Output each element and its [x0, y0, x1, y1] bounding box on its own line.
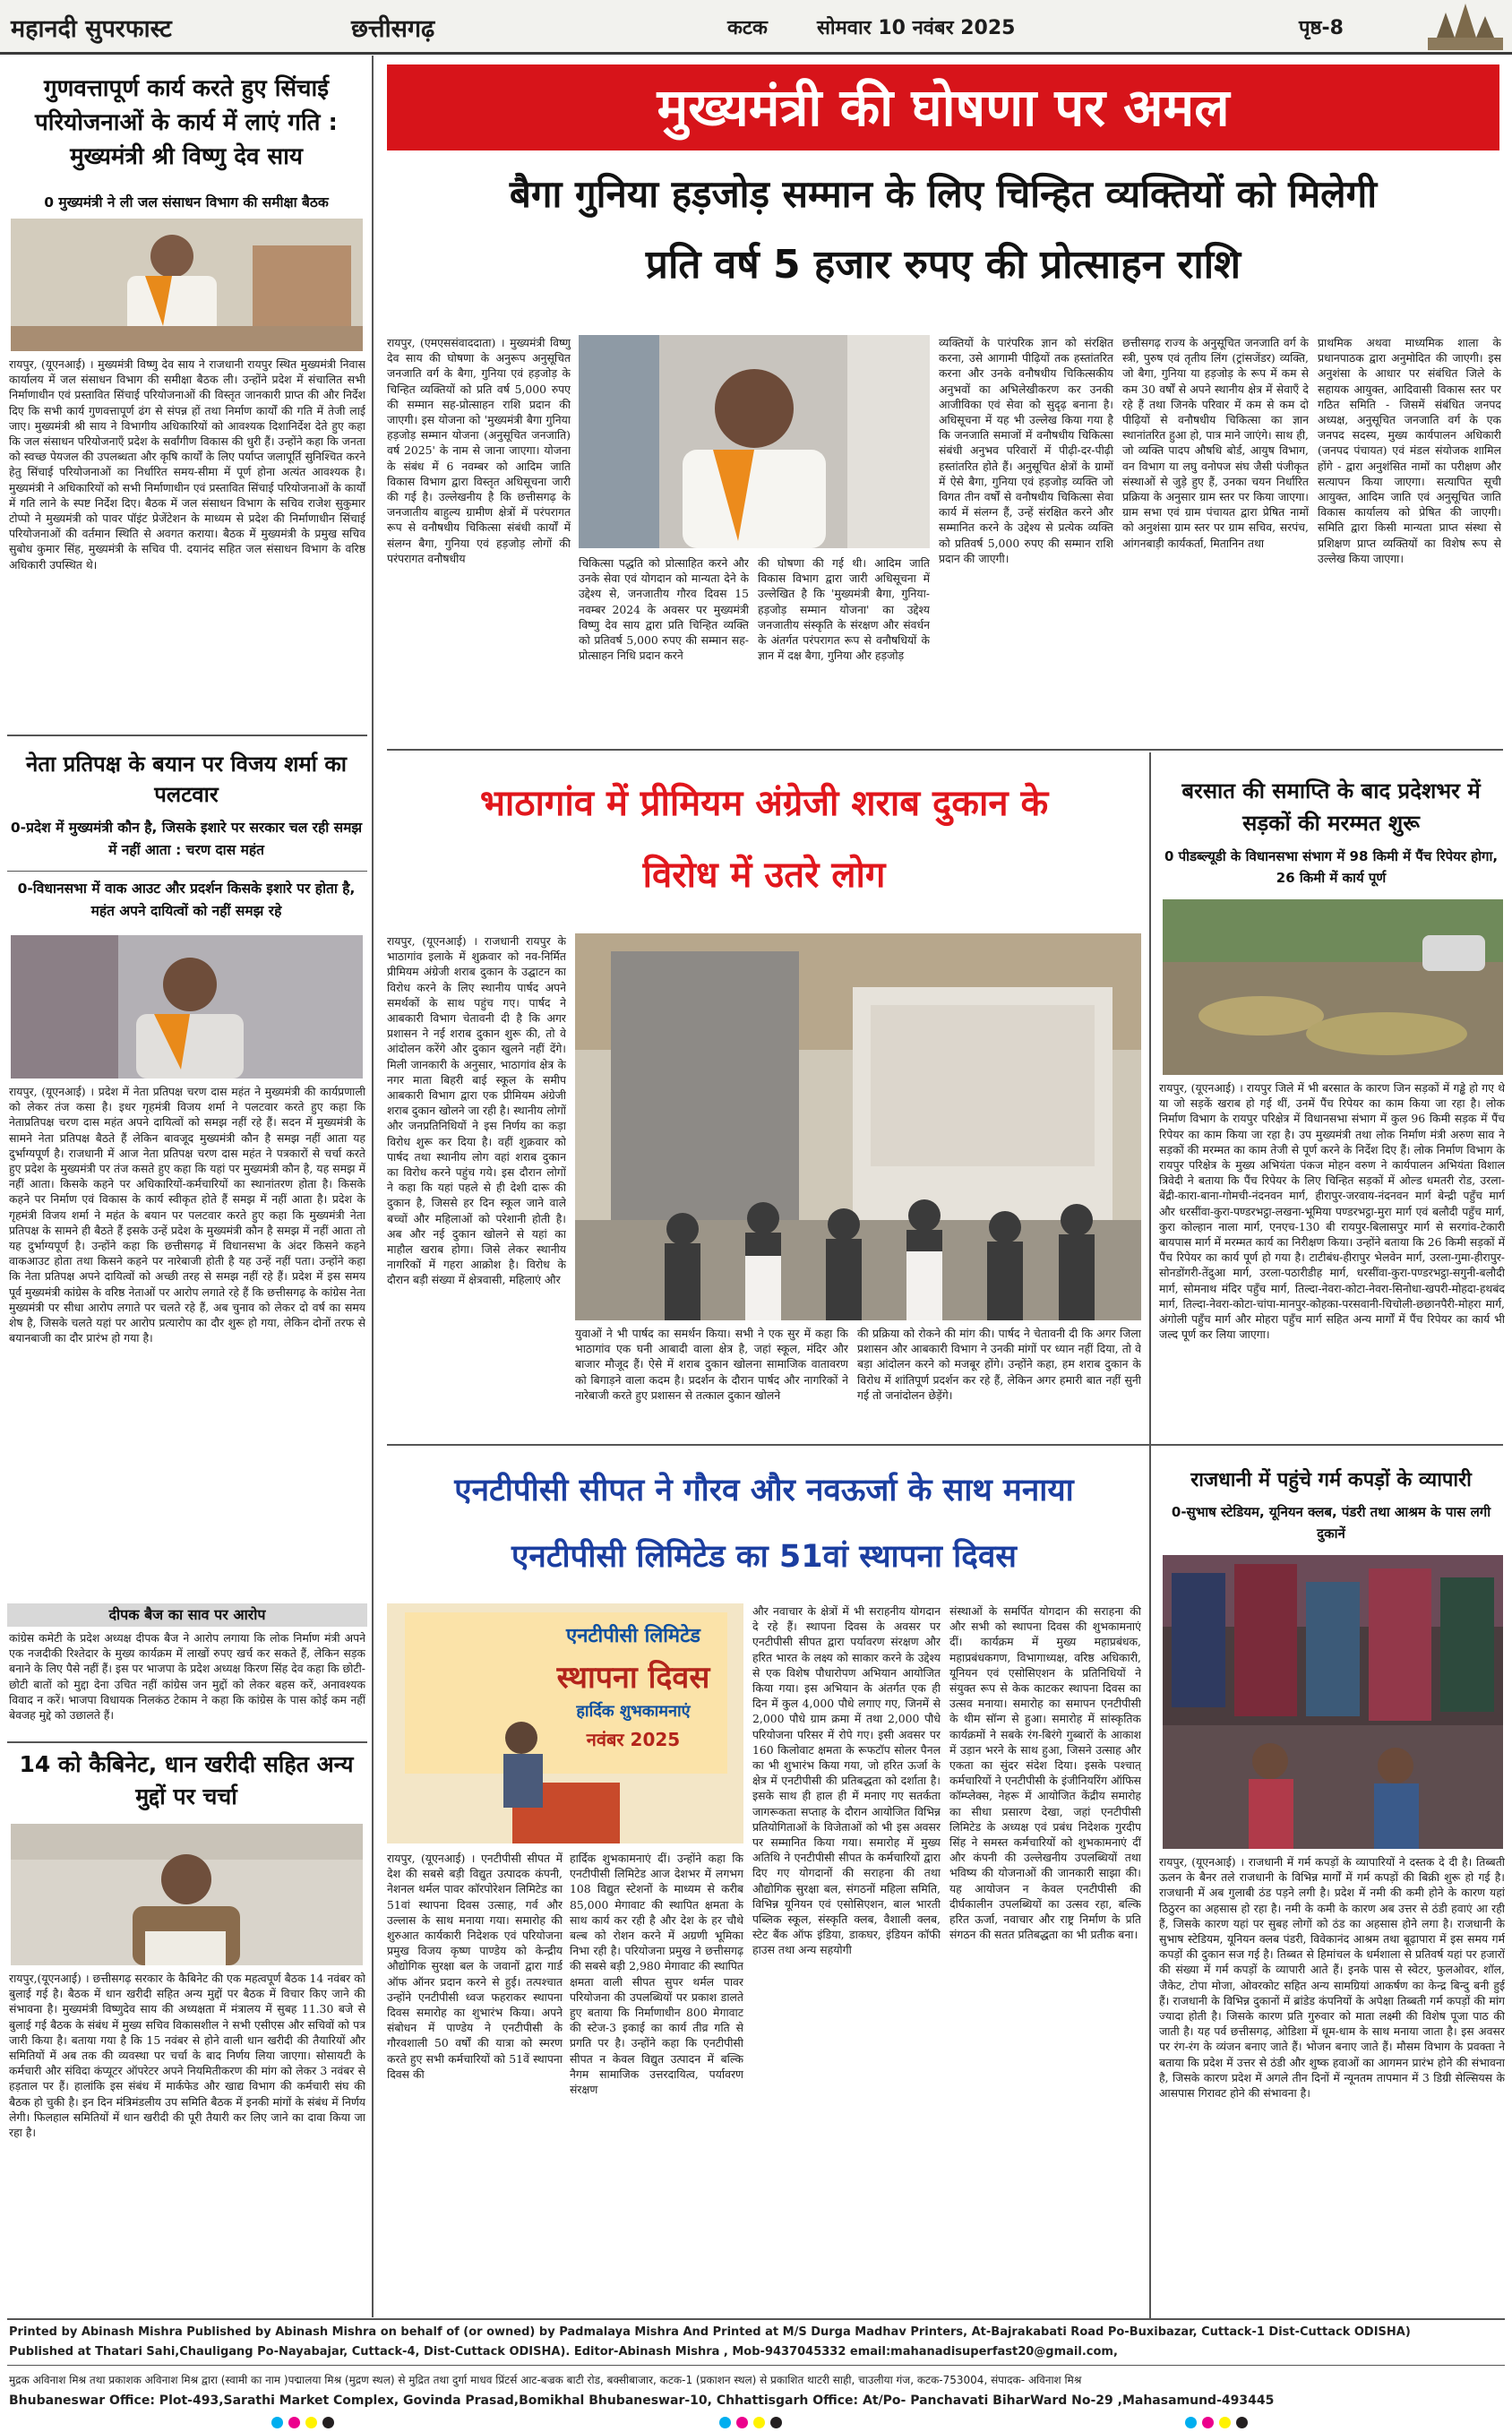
ntpc-col1: और नवाचार के क्षेत्रों में भी सराहनीय योगदान दे रहे हैं। स्थापना दिवस के अवसर पर एनटीपीसी सीपत द्वारा पर्यावरण संरक्षण और हरित भारत के लक्ष्य को साकार करने के उद्देश्य से एक विशेष पौधारोपण अभियान आयोजित किया गया। इस अभियान के अंतर्गत एक ही दिन में कुल 4,000 पौधे लगाए गए, जिनमें से 2,000 पौधे ग्राम क्रमा में तथा 2,000 पौधे परियोजना परिसर में रोपे गए। इसी अवसर पर 160 किलोवाट क्षमता के रूफटॉप सोलर पैनल का भी शुभारंभ किया गया, जो हरित ऊर्जा के क्षेत्र में एनटीपीसी की प्रतिबद्धता को दर्शाता है। इसके साथ ही हाल ही में मनाए गए सतर्कता जागरूकता सप्ताह के दौरान आयोजित विभिन्न प्रतियोगिताओं के विजेताओं को भी इस अवसर पर सम्मानित किया गया। समारोह में मुख्य अतिथि ने एनटीपीसी सीपत के कर्मचारियों द्वारा दिए गए योगदानों की सराहना की तथा औद्योगिक सुरक्षा बल, संगठनों महिला समिति, विभिन्न यूनियन एवं एसोसिएशन, बाल भारती पब्लिक स्कूल, संस्कृति क्लब, वैशाली क्लब, स्टेट बैंक ऑफ इंडिया, डाकघर, इंडियन कॉफी हाउस तथा अन्य सहयोगी [752, 1604, 941, 1957]
ntpc-headline-line2: एनटीपीसी लिमिटेड का 51वां स्थापना दिवस [511, 1539, 1017, 1575]
story2-headline: नेता प्रतिपक्ष के बयान पर विजय शर्मा का पलटवार [26, 752, 347, 807]
story3-body: रायपुर,(यूएनआई) । छत्तीसगढ़ सरकार के कैबिनेट की एक महत्वपूर्ण बैठक 14 नवंबर को बुलाई गई है। बैठक में धान खरीदी सहित अन्य मुद्दों पर बैठक में विचार किए जाने की संभावना है। मुख्यमंत्री विष्णुदेव साय की अध्यक्षता में मंत्रालय में सुबह 11.30 बजे से बुलाई गई बैठक के संबंध में मुख्य सचिव विकासशील ने सभी एसीएस और सचिवों को पत्र जारी किया है। बताया गया है कि 15 नवंबर से होने वाली धान खरीदी की तैयारियों और समितियों में अब तक की व्यवस्था पर चर्चा के बाद निर्णय लिया जाएगा। सोसायटी के कर्मचारी और संविदा कंप्यूटर ऑपरेटर अपने नियमितीकरण की मांग को लेकर 3 नवंबर से हड़ताल पर हैं। हालांकि इस संबंध में मार्कफेड और खाद्य विभाग की कर्मचारी संघ की बैठक हो चुकी है। इन दिन मंत्रिमंडलीय उप समिति बैठक में इनकी मांगों के संबंध में निर्णय लेगी। फिलहाल समितियों में धान खरीदी की पूरी तैयारी कर लिए जाने का दावा किया जा रहा है। [9, 1972, 365, 2140]
story1-body: रायपुर, (यूएनआई) । मुख्यमंत्री विष्णु देव साय ने राजधानी रायपुर स्थित मुख्यमंत्री निवास कार्यालय में जल संसाधन विभाग की समीक्षा बैठक ली। उन्होंने प्रदेश में संचालित सभी निर्माणाधीन एवं प्रस्तावित सिंचाई परियोजनाओं की विस्तृत जानकारी प्राप्त की और निर्देश दिए कि सभी कार्य गुणवत्तापूर्ण ढंग से संपन्न हों तथा निर्माण कार्यों की गति में तेजी लाई जाए। मुख्यमंत्री श्री साय ने विभागीय अधिकारियों को आवश्यक दिशानिर्देश देते हुए कहा कि जल संसाधन परियोजनाएँ प्रदेश के सर्वांगीण विकास की धुरी हैं। उन्होंने कहा कि जनता को स्वच्छ पेयजल की उपलब्धता और कृषि कार्यों के लिए पर्याप्त जलापूर्ति सुनिश्चित करने हेतु सिंचाई परियोजनाओं का निर्धारित समय-सीमा में पूर्ण होना अत्यंत आवश्यक है। मुख्यमंत्री ने अधिकारियों को सभी निर्माणाधीन एवं प्रस्तावित सिंचाई परियोजनाओं के कार्यों में गति लाने के स्पष्ट निर्देश दिए। बैठक में जल संसाधन विभाग के सचिव राजेश सुकुमार टोप्पो ने मुख्यमंत्री को पावर पॉइंट प्रेजेंटेशन के माध्यम से प्रदेश की निर्माणाधीन सिंचाई परियोजनाओं की वर्तमान स्थिति से अवगत कराया। बैठक में मुख्यमंत्री के प्रमुख सचिव सुबोध कुमार सिंह, मुख्यमंत्री के सचिव पी. दयानंद सहित जल संसाधन विभाग के वरिष्ठ अधिकारी उपस्थित थे। [9, 357, 365, 571]
registration-dots-right [1182, 2415, 1250, 2432]
pothole-road-photo [1163, 899, 1503, 1075]
story2-body: रायपुर, (यूएनआई) । प्रदेश में नेता प्रतिपक्ष चरण दास महंत ने मुख्यमंत्री की कार्यप्रणाली को लेकर तंज कसा है। इधर गृहमंत्री विजय शर्मा ने पलटवार करते हुए कहा कि नेताप्रतिपक्ष चरण दास महंत अपने दायित्वों को समझ नहीं रहे हैं। सदन में मुख्यमंत्री के सामने नेता प्रतिपक्ष बैठते हैं लेकिन बावजूद मुख्यमंत्री कौन है समझ नहीं आता यह दुर्भाग्यपूर्ण है। राजधानी में आज नेता प्रतिपक्ष चरण दास महंत ने पत्रकारों से चर्चा करते हुए प्रदेश के मुख्यमंत्री पर तंज कसते हुए कहा कि यहां पर मुख्यमंत्री कौन है, यह समझ में नहीं आता। किसके कहने पर अधिकारियों-कर्मचारियों का स्थानांतरण होता है। किसके कहने पर निर्माण एवं विकास के कार्य स्वीकृत होते हैं समझ में नहीं आता है। प्रदेश के गृहमंत्री विजय शर्मा ने महंत के बयान पर पलटवार करते हुए कहा कि मुख्यमंत्री नेता प्रतिपक्ष के सामने ही बैठते हैं इसके उन्हें प्रदेश के मुख्यमंत्री कौन है समझ में नहीं आता तो यह दुर्भाग्यपूर्ण है। उन्होंने कहा कि छत्तीसगढ़ में विधानसभा के अंदर किसने कहने वाकआउट होता तथा किसने कहने पर नारेबाजी होती है यह उन्हें नहीं पता। उन्होंने कहा कि नेता प्रतिपक्ष अपने दायित्वों को अच्छी तरह से समझ नहीं रहे हैं। प्रदेश में इस समय पूर्व मुख्यमंत्री कांग्रेस के वरिष्ठ नेताओं पर आरोप लगाते रहे हैं कि छत्तीसगढ़ के कांग्रेस नेता मुख्यमंत्री पर सीधा आरोप लगाते पर चलते रहे हैं, अब चुनाव को लेकर दो वर्ष का समय शेष है, जिसके चलते यहां पर आरोप प्रत्यारोप का दौर शुरू हो गया, लेकिन दोनों तरफ से बयानबाजी का दौर प्रारंभ हो गया है। [9, 1085, 365, 1345]
lead-col6: प्राथमिक अथवा माध्यमिक शाला के प्रधानपाठक द्वारा अनुमोदित की जाएगी। इस अनुशंसा के आधार पर संबंधित जिले के सहायक आयुक्त, आदिवासी विकास स्तर पर गठित समिति - जिसमें संबंधित जनपद अध्यक्ष, अनुसूचित जनजाति वर्ग के एक जनपद सदस्य, मुख्य कार्यपालन अधिकारी (जनपद पंचायत) एवं मंडल संयोजक शामिल होंगे - द्वारा अनुशंसित नामों का परीक्षण और सत्यापन किया जाएगा। सत्यापित सूची आयुक्त, आदिम जाति एवं अनुसूचित जाति विकास कार्यालय को प्रेषित की जाएगी। समिति द्वारा किसी मान्यता प्राप्त संस्था से प्रशिक्षण प्राप्त व्यक्तियों का विशेष रूप से उल्लेख किया जाएगा। [1318, 336, 1501, 565]
registration-dots-center [717, 2415, 785, 2432]
city-name: कटक [727, 17, 768, 39]
roads-body: रायपुर, (यूएनआई) । रायपुर जिले में भी बरसात के कारण जिन सड़कों में गड्ढे हो गए थे या जो सड़कें खराब हो गई थीं, उनमें पैंच रिपेयर का काम किया जा रहा है। लोक निर्माण विभाग के रायपुर परिक्षेत्र में विधानसभा संभाग में कुल 96 किमी सड़क में पैंच रिपेयर का काम किया जा रहा है। उप मुख्यमंत्री तथा लोक निर्माण मंत्री अरुण साव ने सड़कों की मरम्मत का काम तेजी से पूर्ण करने के निर्देश दिए हैं। लोक निर्माण विभाग के रायपुर परिक्षेत्र के मुख्य अभियंता पंकज मोहन वरुण ने कार्यपालन अभियंता विशाल त्रिवेदी ने बताया कि पैंच रिपेयर के लिए चिन्हित सड़कों में ओल्ड धमतरी रोड, उरला-बेंद्री-कारा-बाना-गोमची-नंदनवन मार्ग, हीरापुर-जरवाय-नंदनवन मार्ग बेन्द्री पहुँच मार्ग और धरसींवा-कुरा-पण्डरभट्ठा-लखना-भूमिया पण्डरभट्ठा-मुरा मार्ग एवं बलौदी पहुँच मार्ग, कुरा कोल्हान नाला मार्ग, एनएच-130 बी रायपुर-बिलासपुर मार्ग से सरगांव-टेकारी बायपास मार्ग में मरम्मत कार्य का निरीक्षण किया। उन्होंने बताया कि 26 किमी सड़कों में पैंच रिपेयर का कार्य पूर्ण हो गया है। टाटीबंध-हीरापुर भेलवेन मार्ग, उरला-गुमा-हीरापुर-सोनडोंगरी-तेंदुआ मार्ग, उरला-पठारीडीह मार्ग, धरसींवा-कुरा-पण्डरभट्ठा-सगुनी-बलौदी मार्ग, सोमनाथ मंदिर पहुँच मार्ग, तिल्दा-नेवरा-कोटा-नेवरा-सिनोधा-खपरी-मोहदा-हथबंद मार्ग, तिल्दा-नेवरा-कोटा-चांपा-मानपुर-कोहका-परसवानी-चिचोली-छछानपैरी-मोहरा मार्ग, अंगोली पहुँच मार्ग और मोहरा पहुँच मार्ग सहित अन्य मार्गों में पैंच रिपेयर का कार्य भी जल्द पूर्ण कर लिया जाएगा। [1159, 1081, 1505, 1342]
column-divider-right [1149, 752, 1151, 1478]
lead-col3: की घोषणा की गई थी। आदिम जाति विकास विभाग द्वारा जारी अधिसूचना में उल्लेखित है कि 'मुख्यमंत्री बैगा, गुनिया-हड़जोड़ सम्मान योजना' का उद्देश्य जनजातीय संस्कृति के संरक्षण और संवर्धन के अंतर्गत परंपरागत रूप से वनौषधियों के ज्ञान में दक्ष बैगा, गुनिया और हड़जोड़ [758, 556, 930, 663]
lead-bottom-rule [387, 749, 1503, 751]
ntpc-col4: हार्दिक शुभकामनाएं दीं। उन्होंने कहा कि एनटीपीसी लिमिटेड आज देशभर में लगभग 108 विद्युत स्टेशनों के माध्यम से करीब 85,000 मेगावाट की स्थापित क्षमता के साथ कार्य कर रही है और देश के हर चौथे बल्ब को रोशन करने में अग्रणी भूमिका निभा रही है। परियोजना प्रमुख ने छत्तीसगढ़ की सबसे बड़ी 2,980 मेगावाट की स्थापित क्षमता वाली सीपत सुपर थर्मल पावर परियोजना की उपलब्धियों पर प्रकाश डालते हुए बताया कि निर्माणाधीन 800 मेगावाट की स्टेज-3 इकाई का कार्य तीव्र गति से प्रगति पर है। उन्होंने कहा कि एनटीपीसी सीपत न केवल विद्युत उत्पादन में बल्कि नैगम सामाजिक उत्तरदायित्व, पर्यावरण संरक्षण [570, 1852, 743, 2097]
ntpc-photo-caption-4: नवंबर 2025 [586, 1729, 681, 1750]
cm-meeting-photo [11, 219, 363, 351]
footer-rule-2 [7, 2365, 1505, 2366]
footer-publisher-line: Published at Thatari Sahi,Chauligang Po-Nayabajar, Cuttack-4, Dist-Cuttack ODISHA). Editor-Abinash Mishra , Mob-9437045332 email:mahanadisuperfast20@gmail.com, [9, 2345, 1118, 2359]
ntpc-photo-caption-1: एनटीपीसी लिमिटेड [566, 1625, 700, 1647]
ntpc-headline-line1: एनटीपीसी सीपत ने गौरव और नवऊर्जा के साथ मनाया [454, 1473, 1074, 1508]
liquor-protest-photo [575, 933, 1141, 1320]
column-divider-left [372, 56, 374, 2317]
ntpc-photo-caption-2: स्थापना दिवस [556, 1660, 710, 1696]
story1-headline: गुणवत्तापूर्ण कार्य करते हुए सिंचाई परियोजनाओं के कार्य में लाएं गति : मुख्यमंत्री श्री विष्णु देव साय [35, 75, 338, 170]
registration-dots-left [269, 2415, 337, 2432]
cm-cabinet-photo [11, 1824, 363, 1965]
story2-box-body: कांग्रेस कमेटी के प्रदेश अध्यक्ष दीपक बैज ने आरोप लगाया कि लोक निर्माण मंत्री अपने एक नजदीकी रिश्तेदार के मुख्य कार्यक्रम में लाखों रुपए खर्च कर सकते हैं, लेकिन सड़क बनाने के लिए पैसे नहीं हैं। इस पर भाजपा के प्रदेश अध्यक्ष किरण सिंह देव कहा कि छोटी-छोटी बातों को मुद्दा देना उचित नहीं कांग्रेस जन मुद्दों को लेकर बहस करें, अनावश्यक विवाद न करें। भाजपा विधायक निलकंठ टेकाम ने कहा कि कांग्रेस के पास कोई कम नहीं बेवजह मुद्दे को उछालते हैं। [9, 1631, 365, 1723]
footer-hindi-imprint: मुद्रक अविनाश मिश्र तथा प्रकाशक अविनाश मिश्र द्वारा (स्वामी का नाम )पद्मालया मिश्र (मुद्रण स्थल) से मुद्रित तथा दुर्गा माधव प्रिंटर्स आट-बज्रक बाटी रोड, बक्सीबाजार, कटक-1 (प्रकाशन स्थल) से प्रकाशित थाटरी साही, चाउलीया गंज, कटक-753004, संपादक- अविनाश मिश्र [9, 2374, 1082, 2386]
story1-subhead: 0 मुख्यमंत्री ने ली जल संसाधन विभाग की समीक्षा बैठक [44, 194, 329, 211]
state-name: छत्तीसगढ़ [351, 15, 435, 43]
roads-subhead: 0 पीडब्ल्यूडी के विधानसभा संभाग में 98 किमी में पैंच रिपेयर होगा, 26 किमी में कार्य पूर्ण [1164, 848, 1499, 886]
liquor-headline-line2: विरोध में उतरे लोग [642, 855, 886, 896]
garments-subhead: 0-सुभाष स्टेडियम, यूनियन क्लब, पंडरी तथा आश्रम के पास लगी दुकानें [1171, 1504, 1491, 1542]
roads-headline-line1: बरसात की समाप्ति के बाद प्रदेशभर में [1181, 778, 1481, 804]
ntpc-photo-caption-3: हार्दिक शुभकामनाएं [576, 1702, 691, 1721]
story2-subhead-1: 0-प्रदेश में मुख्यमंत्री कौन है, जिसके इशारे पर सरकार चल रही समझ में नहीं आता : चरण दास महंत [10, 820, 363, 858]
liquor-col2: युवाओं ने भी पार्षद का समर्थन किया। सभी ने एक सुर में कहा कि भाठागांव एक घनी आबादी वाला क्षेत्र है, जहां स्कूल, मंदिर और बाजार मौजूद हैं। ऐसे में शराब दुकान खोलना सामाजिक वातावरण को बिगाड़ने वाला कदम है। प्रदर्शन के दौरान पार्षद और नागरिकों ने नारेबाजी करते हुए प्रशासन से तत्काल दुकान खोलने [575, 1327, 848, 1402]
lead-col1: रायपुर, (एमएससंवाददाता) । मुख्यमंत्री विष्णु देव साय की घोषणा के अनुरूप अनुसूचित जनजाति वर्ग के बैगा, गुनिया एवं हड़जोड़ के चिन्हित व्यक्तियों को प्रति वर्ष 5,000 रुपए की सम्मान सह-प्रोत्साहन राशि प्रदान की जाएगी। इस योजना को 'मुख्यमंत्री बैगा गुनिया हड़जोड़ सम्मान योजना (अनुसूचित जनजाति) वर्ष 2025' के नाम से जाना जाएगा। योजना के संबंध में 6 नवम्बर को आदिम जाति विकास विभाग द्वारा विस्तृत अधिसूचना जारी की गई है। उल्लेखनीय है कि छत्तीसगढ़ के जनजातीय बाहुल्य ग्रामीण क्षेत्रों में परंपरागत रूप से वनौषधीय चिकित्सा संबंधी कार्यों में संलग्न बैगा, गुनिया एवं हड़जोड़ लोगों की परंपरागत वनौषधीय [387, 336, 571, 565]
page-number: पृष्ठ-8 [1299, 17, 1344, 39]
footer-rule [7, 2318, 1505, 2320]
left-divider-2 [7, 871, 367, 872]
lead-col5: छत्तीसगढ़ राज्य के अनुसूचित जनजाति वर्ग के स्त्री, पुरुष एवं तृतीय लिंग (ट्रांसजेंडर) व्यक्ति, जो बैगा, गुनिया या हड़जोड़ के रूप में कम से कम 30 वर्षों से अपने स्थानीय क्षेत्र में सेवाएँ दे रहे हैं तथा जिनके परिवार में कम से कम दो पीढ़ियों से वनौषधीय चिकित्सा का ज्ञान स्थानांतरित हुआ हो, पात्र माने जाएंगे। साथ ही, जो व्यक्ति पादप औषधि बोर्ड, आयुष विभाग, वन विभाग या लघु वनोपज संघ जैसी पंजीकृत संस्थाओं से जुड़े हुए हैं, उनका चयन निर्धारित प्रक्रिया के अनुसार ग्राम स्तर पर किया जाएगा। ग्राम सभा एवं ग्राम पंचायत द्वारा प्रेषित नामों को अनुशंसा ग्राम स्तर पर ग्राम सचिव, सरपंच, आंगनबाड़ी कार्यकर्ता, मितानिन तथा [1122, 336, 1309, 550]
garments-market-photo [1163, 1555, 1503, 1849]
lead-col4: व्यक्तियों के पारंपरिक ज्ञान को संरक्षित करना, उसे आगामी पीढ़ियों तक हस्तांतरित करना और उनके वनौषधीय चिकित्सकीय अनुभवों का अभिलेखीकरण कर उनकी आजीविका एवं सेवा को सुदृढ़ बनाना है। अधिसूचना में यह भी उल्लेख किया गया है कि जनजाति समाजों में वनौषधीय चिकित्सा संबंधी अनुभव परिवारों में पीढ़ी-दर-पीढ़ी हस्तांतरित होते हैं। अनुसूचित क्षेत्रों के ग्रामों में ऐसे बैगा, गुनिया एवं हड़जोड़ व्यक्ति जो विगत तीन वर्षों से वनौषधीय चिकित्सा सेवा कार्य में संलग्न हैं, उन्हें संरक्षित करने और सम्मानित करने के उद्देश्य से प्रत्येक व्यक्ति को प्रतिवर्ष 5,000 रुपए की सम्मान राशि प्रदान की जाएगी। [939, 336, 1113, 565]
temple-logo [1428, 2, 1503, 50]
cm-portrait-photo [579, 335, 930, 548]
lead-headline-line1: बैगा गुनिया हड़जोड़ सम्मान के लिए चिन्हित व्यक्तियों को मिलेगी [509, 172, 1378, 216]
left-divider-1 [7, 735, 367, 736]
paper-name: महानदी सुपरफास्ट [11, 15, 172, 43]
lead-banner: मुख्यमंत्री की घोषणा पर अमल [387, 64, 1499, 150]
left-divider-3 [7, 1741, 367, 1743]
story3-headline: 14 को कैबिनेट, धान खरीदी सहित अन्य मुद्दों पर चर्चा [19, 1751, 354, 1809]
lead-headline-line2: प्रति वर्ष 5 हजार रुपए की प्रोत्साहन राशि [645, 242, 1241, 288]
liquor-headline-line1: भाठागांव में प्रीमियम अंग्रेजी शराब दुकान के [479, 783, 1049, 824]
roads-headline-line2: सड़कों की मरम्मत शुरू [1242, 811, 1420, 836]
footer-offices-line: Bhubaneswar Office: Plot-493,Sarathi Market Complex, Govinda Prasad,Bomikhal Bhubaneswar-10, Chhattisgarh Office: At/Po- Panchavati BiharWard No-29 ,Mahasamund-493445 [9, 2393, 1275, 2408]
liquor-col3: की प्रक्रिया को रोकने की मांग की। पार्षद ने चेतावनी दी कि अगर जिला प्रशासन और आबकारी विभाग ने उनकी मांगों पर ध्यान नहीं दिया, तो वे बड़ा आंदोलन करने को मजबूर होंगे। उन्होंने कहा, हम शराब दुकान के विरोध में शांतिपूर्ण प्रदर्शन कर रहे हैं, लेकिन अगर हमारी बात नहीं सुनी गई तो जनांदोलन छेड़ेंगे। [857, 1327, 1141, 1402]
garments-body: रायपुर, (यूएनआई) । राजधानी में गर्म कपड़ों के व्यापारियों ने दस्तक दे दी है। तिब्बती ऊलन के बैनर तले राजधानी के विभिन्न मार्गों में गर्म कपड़ों की बिक्री शुरू हो गई है। राजधानी में अब गुलाबी ठंड पड़ने लगी है। प्रदेश में नमी की कमी होने के कारण यहां ठिठुरन का अहसास हो रहा है। नमी के कमी के कारण अब उत्तर से ठंडी हवाएं आ रही हैं, जिसके कारण यहां पर सुबह लोगों को ठंड का अहसास होने लगा है। राजधानी के सुभाष स्टेडियम, यूनियन क्लब पंडरी, विवेकानंद आश्रम तथा बूढ़ापारा में इस समय गर्म कपड़ों की दुकान सज गई है। तिब्बत से हिमांचल के धर्मशाला से प्रतिवर्ष यहां पर हजारों की संख्या में गर्म कपड़ों के व्यापारी आते हैं। इनके पास से स्वेटर, फुलओवर, शॉल, जैकेट, टोपा मोजा, ओवरकोट सहित अन्य सामग्रियां आकर्षण का केन्द्र बिन्दु बनी हुई हैं। राजधानी के विभिन्न दुकानों में ब्रांडेड कंपनियों के अपेक्षा तिब्बती गर्म कपड़ों की मांग ज्यादा होती है। जिसके कारण प्रति गुरुवार को माता लक्ष्मी की विशेष पूजा पाठ की जाती है। यह पर्व छत्तीसगढ़, ओडिशा में धूम-धाम के साथ मनाया जाता है। इस अवसर पर रंग-रंग के व्यंजन बनाए जाते हैं। भोजन बनाए जाते हैं। मौसम विभाग के प्रवक्ता ने बताया कि प्रदेश में उत्तर से ठंडी और शुष्क हवाओं का आगमन प्रारंभ होने की संभावना है, जिसके कारण प्रदेश में अगले तीन दिनों में न्यूनतम तापमान में 3 डिग्री सेल्सियस के आसपास गिरावट होने की संभावना है। [1159, 1855, 1505, 2101]
ntpc-col2: संस्थाओं के समर्पित योगदान की सराहना की और सभी को स्थापना दिवस की शुभकामनाएं दीं। कार्यक्रम में मुख्य महाप्रबंधक, महाप्रबंधकगण, विभागाध्यक्ष, वरिष्ठ अधिकारी, यूनियन एवं एसोसिएशन के प्रतिनिधियों ने संयुक्त रूप से केक काटकर स्थापना दिवस का उत्सव मनाया। समारोह का समापन एनटीपीसी के थीम सॉन्ग से हुआ। समारोह में सांस्कृतिक कार्यक्रमों ने सबके रंग-बिरंगे गुब्बारों के आकाश में उड़ान भरने के साथ हुआ, जिसने उत्साह और एकता का सुंदर संदेश दिया। इसके पश्चात् कर्मचारियों ने एनटीपीसी के इंजीनियरिंग ऑफिस कॉम्प्लेक्स, नेहरू में आयोजित केंद्रीय समारोह का सीधा प्रसारण देखा, जहां एनटीपीसी लिमिटेड के अध्यक्ष एवं प्रबंध निदेशक गुरदीप सिंह ने समस्त कर्मचारियों को शुभकामनाएं दीं और कंपनी की उल्लेखनीय उपलब्धियों तथा भविष्य की योजनाओं की जानकारी साझा की। यह आयोजन न केवल एनटीपीसी की दीर्घकालीन उपलब्धियों का उत्सव रहा, बल्कि हरित ऊर्जा, नवाचार और राष्ट्र निर्माण के प्रति संगठन की सतत प्रतिबद्धता का भी प्रतीक बना। [949, 1604, 1141, 1942]
masthead [0, 0, 1512, 55]
column-divider-right-lower [1149, 1458, 1151, 2318]
issue-date: सोमवार 10 नवंबर 2025 [817, 17, 1016, 39]
ntpc-stage-photo [387, 1603, 743, 1843]
mid-rule [387, 1444, 1503, 1446]
story2-box-head: दीपक बैज का साव पर आरोप [7, 1603, 367, 1627]
ntpc-col3: रायपुर, (यूएनआई) । एनटीपीसी सीपत में देश की सबसे बड़ी विद्युत उत्पादक कंपनी, नेशनल थर्मल पावर कॉरपोरेशन लिमिटेड का 51वां स्थापना दिवस उत्साह, गर्व और उल्लास के साथ मनाया गया। समारोह की शुरुआत कार्यकारी निदेशक एवं परियोजना प्रमुख विजय कृष्ण पाण्डेय को केन्द्रीय औद्योगिक सुरक्षा बल के जवानों द्वारा गार्ड ऑफ ऑनर प्रदान करने से हुई। तत्पश्चात उन्होंने एनटीपीसी ध्वज फहराकर स्थापना दिवस समारोह का शुभारंभ किया। अपने संबोधन में पाण्डेय ने एनटीपीसी के गौरवशाली 50 वर्षों की यात्रा को स्मरण करते हुए सभी कर्मचारियों को 51वें स्थापना दिवस की [387, 1852, 563, 2081]
story2-subhead-2: 0-विधानसभा में वाक आउट और प्रदर्शन किसके इशारे पर होता है, महंत अपने दायित्वों को नहीं समझ रहे [17, 881, 356, 919]
vijay-sharma-photo [11, 935, 363, 1079]
lead-col2: चिकित्सा पद्धति को प्रोत्साहित करने और उनके सेवा एवं योगदान को मान्यता देने के उद्देश्य से, जनजातीय गौरव दिवस 15 नवम्बर 2024 के अवसर पर मुख्यमंत्री विष्णु देव साय द्वारा प्रति चिन्हित व्यक्ति को प्रतिवर्ष 5,000 रुपए की सम्मान सह-प्रोत्साहन निधि प्रदान करने [579, 556, 749, 663]
garments-headline: राजधानी में पहुंचे गर्म कपड़ों के व्यापारी [1190, 1469, 1472, 1491]
footer-printer-line: Printed by Abinash Mishra Published by Abinash Mishra on behalf of (or owned) by Padmalaya Mishra And Printed at M/S Durga Madhav Printers, At-Bajrakabati Road Po-Buxibazar, Cuttack-1 Dist-Cuttack ODISHA) [9, 2325, 1411, 2339]
liquor-col1: रायपुर, (यूएनआई) । राजधानी रायपुर के भाठागांव इलाके में शुक्रवार को नव-निर्मित प्रीमियम अंग्रेजी शराब दुकान के उद्घाटन का विरोध करने के लिए स्थानीय पार्षद अपने समर्थकों के साथ पहुंच गए। पार्षद ने आबकारी विभाग चेतावनी दी है कि अगर प्रशासन ने नई शराब दुकान शुरू की, तो वे आंदोलन करेंगे और दुकान खुलने नहीं देंगे। मिली जानकारी के अनुसार, भाठागांव क्षेत्र के नगर माता बिहरी बाई स्कूल के समीप आबकारी विभाग द्वारा एक प्रीमियम अंग्रेजी शराब दुकान खोलने जा रही है। स्थानीय लोगों और जनप्रतिनिधियों ने इस निर्णय का कड़ा विरोध शुरू कर दिया है। वहीं शुक्रवार को पार्षद तथा स्थानीय लोग वहां शराब दुकान का विरोध करने पहुंच गये। इस दौरान लोगों ने कहा कि यहां पहले से ही देशी दारू की दुकान है, जिससे हर दिन स्कूल जाने वाले बच्चों और महिलाओं को परेशानी होती है। अब और नई दुकान खोलने से यहां का माहौल खराब होगा। जिसे लेकर स्थानीय नागरिकों में गहरा आक्रोश है। विरोध के दौरान बड़ी संख्या में क्षेत्रवासी, महिलाएं और [387, 934, 566, 1287]
